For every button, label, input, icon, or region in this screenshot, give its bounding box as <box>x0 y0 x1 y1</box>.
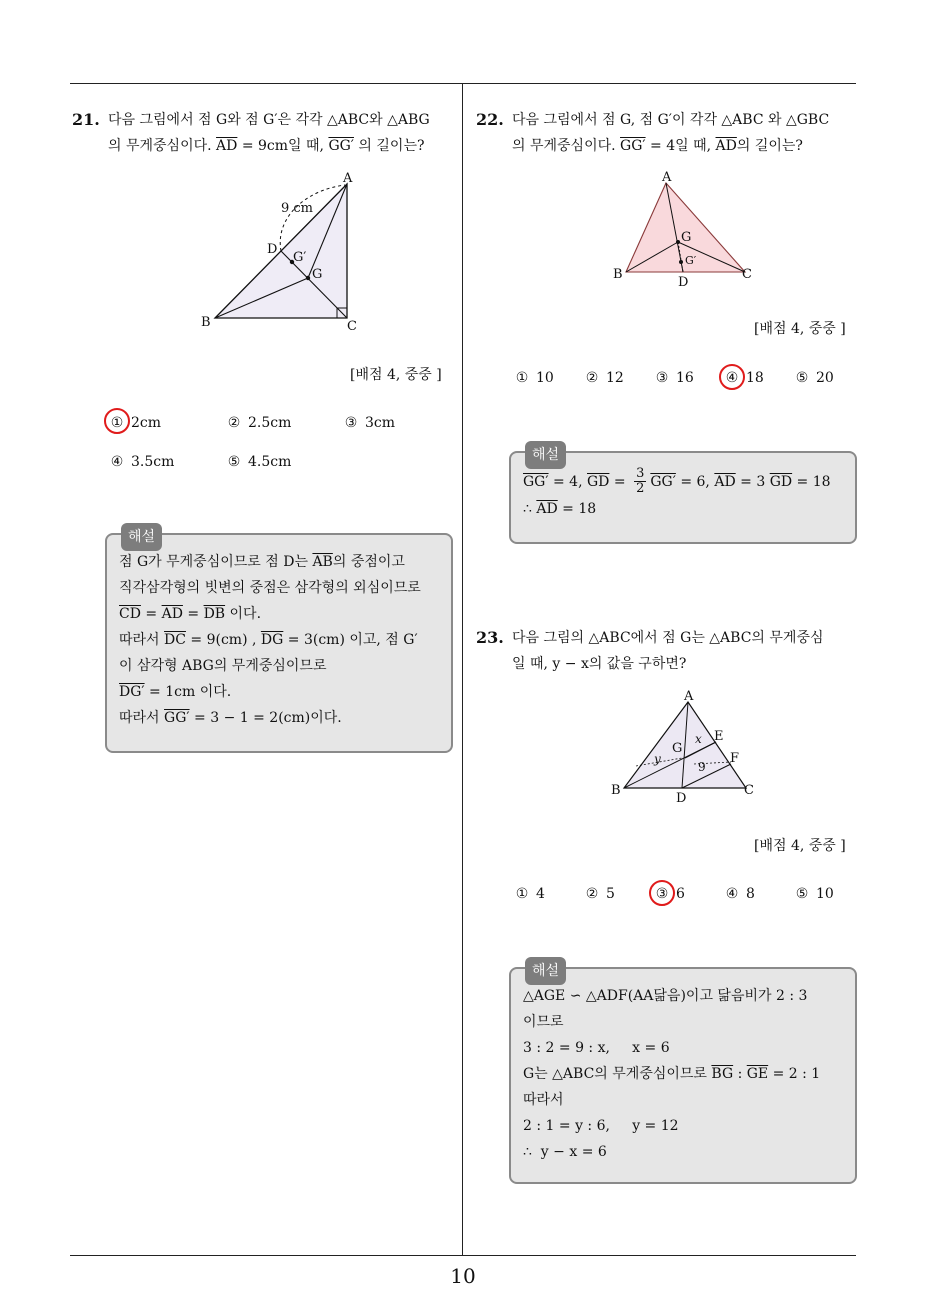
exp-text: = 2 : 1 <box>768 1066 821 1082</box>
choice-5[interactable] <box>794 370 834 386</box>
choice-1[interactable] <box>514 886 545 902</box>
choice-2[interactable] <box>226 415 291 431</box>
choice-text: 2.5cm <box>248 415 292 431</box>
point-g-prime <box>679 260 683 264</box>
bottom-rule <box>70 1255 856 1256</box>
exp-text: ∴ <box>523 501 537 517</box>
explanation-tag: 해설 <box>121 523 162 551</box>
explanation-line <box>119 679 439 705</box>
choice-2[interactable] <box>584 370 624 386</box>
exp-text: = 1cm 이다. <box>144 684 232 700</box>
question-number: 21. <box>72 110 100 129</box>
fraction <box>634 467 646 496</box>
choice-number: ⑤ <box>795 370 809 386</box>
exp-text: $\overline{AD}$ <box>536 501 558 517</box>
segment-gg: GG′ <box>328 138 354 154</box>
choice-number: ③ <box>655 886 669 902</box>
exp-text: = 18 <box>792 473 831 490</box>
label-g-prime: G′ <box>293 250 307 265</box>
choice-text: 12 <box>606 370 624 386</box>
choice-4[interactable] <box>109 454 174 470</box>
exp-text: DG′ <box>119 684 145 700</box>
question-number: 23. <box>476 628 504 647</box>
exp-text: = <box>140 606 162 622</box>
score-meta: [배점 4, 중중 ] <box>350 367 442 383</box>
choice-number: ① <box>515 886 529 902</box>
choice-text: 3cm <box>365 415 396 431</box>
choice-text: 16 <box>676 370 694 386</box>
exp-text: $\overline{AB}$ <box>312 554 333 570</box>
label-g-prime: G′ <box>685 254 697 267</box>
label-c: C <box>742 267 752 282</box>
exp-text: 따라서 <box>119 710 165 726</box>
segment-ad: $\overline{AD}$ <box>715 138 737 154</box>
answer-mark <box>104 408 130 434</box>
exp-text: $\overline{AD}$ <box>161 606 183 622</box>
label-g: G <box>672 741 683 756</box>
explanation-tag: 해설 <box>525 441 566 469</box>
exp-text: $\overline{AD}$ <box>714 473 736 490</box>
choice-text: 20 <box>816 370 834 386</box>
label-x: x <box>695 732 702 746</box>
choice-number: ① <box>110 415 124 431</box>
choice-number: ⑤ <box>227 454 241 470</box>
page-number: 10 <box>450 1264 476 1288</box>
figure-22 <box>608 168 768 293</box>
stem-text: = 4일 때, <box>645 138 716 154</box>
exp-text: = <box>609 473 631 490</box>
explanation-line: 이 삼각형 ABG의 무게중심이므로 <box>119 658 327 674</box>
choice-text: 4.5cm <box>248 454 292 470</box>
stem-line-1: 다음 그림에서 점 G, 점 G′이 각각 △ABC 와 △GBC <box>512 112 830 128</box>
exp-text: $\overline{GE}$ <box>746 1066 769 1082</box>
choice-text: 10 <box>816 886 834 902</box>
explanation-tag: 해설 <box>525 957 566 985</box>
choice-text: 2cm <box>131 415 162 431</box>
choice-text: 10 <box>536 370 554 386</box>
stem-line-2: 일 때, y − x의 값을 구하면? <box>512 656 687 672</box>
exp-text: $\overline{GD}$ <box>587 473 610 490</box>
label-c: C <box>347 319 357 334</box>
explanation-box-22 <box>509 447 857 544</box>
exp-text: GG′ <box>164 710 190 726</box>
explanation-line: ∴ y − x = 6 <box>523 1144 607 1160</box>
explanation-line: 직각삼각형의 빗변의 중점은 삼각형의 외심이므로 <box>119 580 421 596</box>
exp-text: = 3(cm) 이고, 점 G′ <box>283 632 418 648</box>
exp-text: = 3 <box>735 473 770 490</box>
label-c: C <box>744 783 754 798</box>
label-d: D <box>267 242 278 257</box>
label-d: D <box>676 791 687 806</box>
exp-text: 의 중점이고 <box>332 554 405 570</box>
stem-text: 의 무게중심이다. <box>512 138 621 154</box>
choice-number: ② <box>585 370 599 386</box>
exp-text: = 4, <box>548 473 587 490</box>
choice-2[interactable] <box>584 886 615 902</box>
exp-text: G는 △ABC의 무게중심이므로 <box>523 1066 712 1082</box>
label-9: 9 <box>698 760 706 774</box>
label-y: y <box>654 752 661 766</box>
label-a: A <box>662 170 672 185</box>
label-d: D <box>678 275 689 290</box>
choice-text: 3.5cm <box>131 454 175 470</box>
label-length: 9 cm <box>281 201 314 216</box>
choice-text: 18 <box>746 370 764 386</box>
choice-text: 5 <box>606 886 615 902</box>
label-g: G <box>681 230 692 245</box>
choice-3[interactable] <box>654 370 694 386</box>
choice-number: ③ <box>344 415 358 431</box>
explanation-box-23 <box>509 963 857 1184</box>
exp-text: = 18 <box>557 501 597 517</box>
label-g: G <box>312 267 323 282</box>
explanation-line <box>523 1061 843 1087</box>
top-rule <box>70 83 856 84</box>
stem-line-1: 다음 그림에서 점 G와 점 G′은 각각 △ABC와 △ABG <box>108 112 430 128</box>
exp-text: 따라서 <box>119 632 165 648</box>
question-number: 22. <box>476 110 504 129</box>
question-stem <box>512 625 824 677</box>
score-meta: [배점 4, 중중 ] <box>754 321 846 337</box>
question-22 <box>476 107 866 167</box>
choice-number: ④ <box>725 886 739 902</box>
choice-number: ⑤ <box>795 886 809 902</box>
explanation-line <box>119 627 439 653</box>
choice-3[interactable] <box>343 415 395 431</box>
stem-text: 의 길이는? <box>736 138 803 154</box>
choice-text: 6 <box>676 886 685 902</box>
label-f: F <box>730 751 740 766</box>
choice-number: ② <box>227 415 241 431</box>
exp-text: $\overline{DG}$ <box>260 632 284 648</box>
exp-text: $\overline{DC}$ <box>164 632 186 648</box>
exp-text: GG′ <box>523 473 549 490</box>
choice-number: ① <box>515 370 529 386</box>
explanation-line <box>119 601 439 627</box>
exp-text: GG′ <box>650 473 676 490</box>
explanation-line: 2 : 1 = y : 6, y = 12 <box>523 1118 679 1134</box>
choice-4[interactable] <box>724 886 755 902</box>
choice-1[interactable] <box>514 370 554 386</box>
question-stem <box>512 107 829 159</box>
exp-text: $\overline{CD}$ <box>119 606 141 622</box>
choice-5[interactable] <box>226 454 291 470</box>
exp-text: $\overline{BG}$ <box>711 1066 734 1082</box>
question-stem <box>108 107 430 159</box>
exp-text: : <box>733 1066 747 1082</box>
explanation-line <box>523 496 843 522</box>
exp-text: = 9(cm) , <box>185 632 261 648</box>
choice-number: ③ <box>655 370 669 386</box>
figure-21 <box>195 168 375 338</box>
explanation-line: 이므로 <box>523 1014 564 1030</box>
stem-line-2 <box>512 133 829 159</box>
explanation-line <box>119 705 439 731</box>
stem-line-2 <box>108 133 430 159</box>
exp-text: = <box>182 606 204 622</box>
stem-line-1: 다음 그림의 △ABC에서 점 G는 △ABC의 무게중심 <box>512 630 824 646</box>
explanation-box-21 <box>105 529 453 753</box>
choice-text: 4 <box>536 886 545 902</box>
choice-text: 8 <box>746 886 755 902</box>
label-b: B <box>611 783 621 798</box>
question-23 <box>476 625 866 685</box>
exp-text: 이다. <box>225 606 262 622</box>
explanation-line <box>523 467 843 496</box>
column-divider <box>462 83 463 1256</box>
exp-text: 점 G가 무게중심이므로 점 D는 <box>119 554 313 570</box>
question-21 <box>72 107 462 167</box>
label-b: B <box>613 267 623 282</box>
explanation-line <box>119 549 439 575</box>
point-g <box>306 276 310 280</box>
label-a: A <box>343 171 353 186</box>
answer-mark <box>719 364 745 390</box>
exp-text: = 3 − 1 = 2(cm)이다. <box>189 710 342 726</box>
figure-23 <box>606 686 766 806</box>
segment-gg: GG′ <box>620 138 646 154</box>
explanation-line: △AGE ∽ △ADF(AA닮음)이고 닮음비가 2 : 3 <box>523 988 808 1004</box>
explanation-line: 3 : 2 = 9 : x, x = 6 <box>523 1040 670 1056</box>
stem-text: = 9cm일 때, <box>237 138 329 154</box>
label-a: A <box>684 689 694 704</box>
label-e: E <box>714 729 724 744</box>
exp-text: = 6, <box>675 473 715 490</box>
choice-5[interactable] <box>794 886 834 902</box>
explanation-line: 따라서 <box>523 1092 564 1108</box>
score-meta: [배점 4, 중중 ] <box>754 838 846 854</box>
fraction-numerator: 3 <box>636 466 645 481</box>
choice-number: ④ <box>725 370 739 386</box>
segment-ad: $\overline{AD}$ <box>216 138 238 154</box>
point-g <box>676 240 680 244</box>
fraction-denominator: 2 <box>636 481 645 496</box>
choice-number: ④ <box>110 454 124 470</box>
exp-text: $\overline{GD}$ <box>769 473 793 490</box>
choice-number: ② <box>585 886 599 902</box>
stem-text: 의 무게중심이다. <box>108 138 217 154</box>
answer-mark <box>649 880 675 906</box>
exp-text: $\overline{DB}$ <box>203 606 226 622</box>
label-b: B <box>201 315 211 330</box>
stem-text: 의 길이는? <box>353 138 425 154</box>
